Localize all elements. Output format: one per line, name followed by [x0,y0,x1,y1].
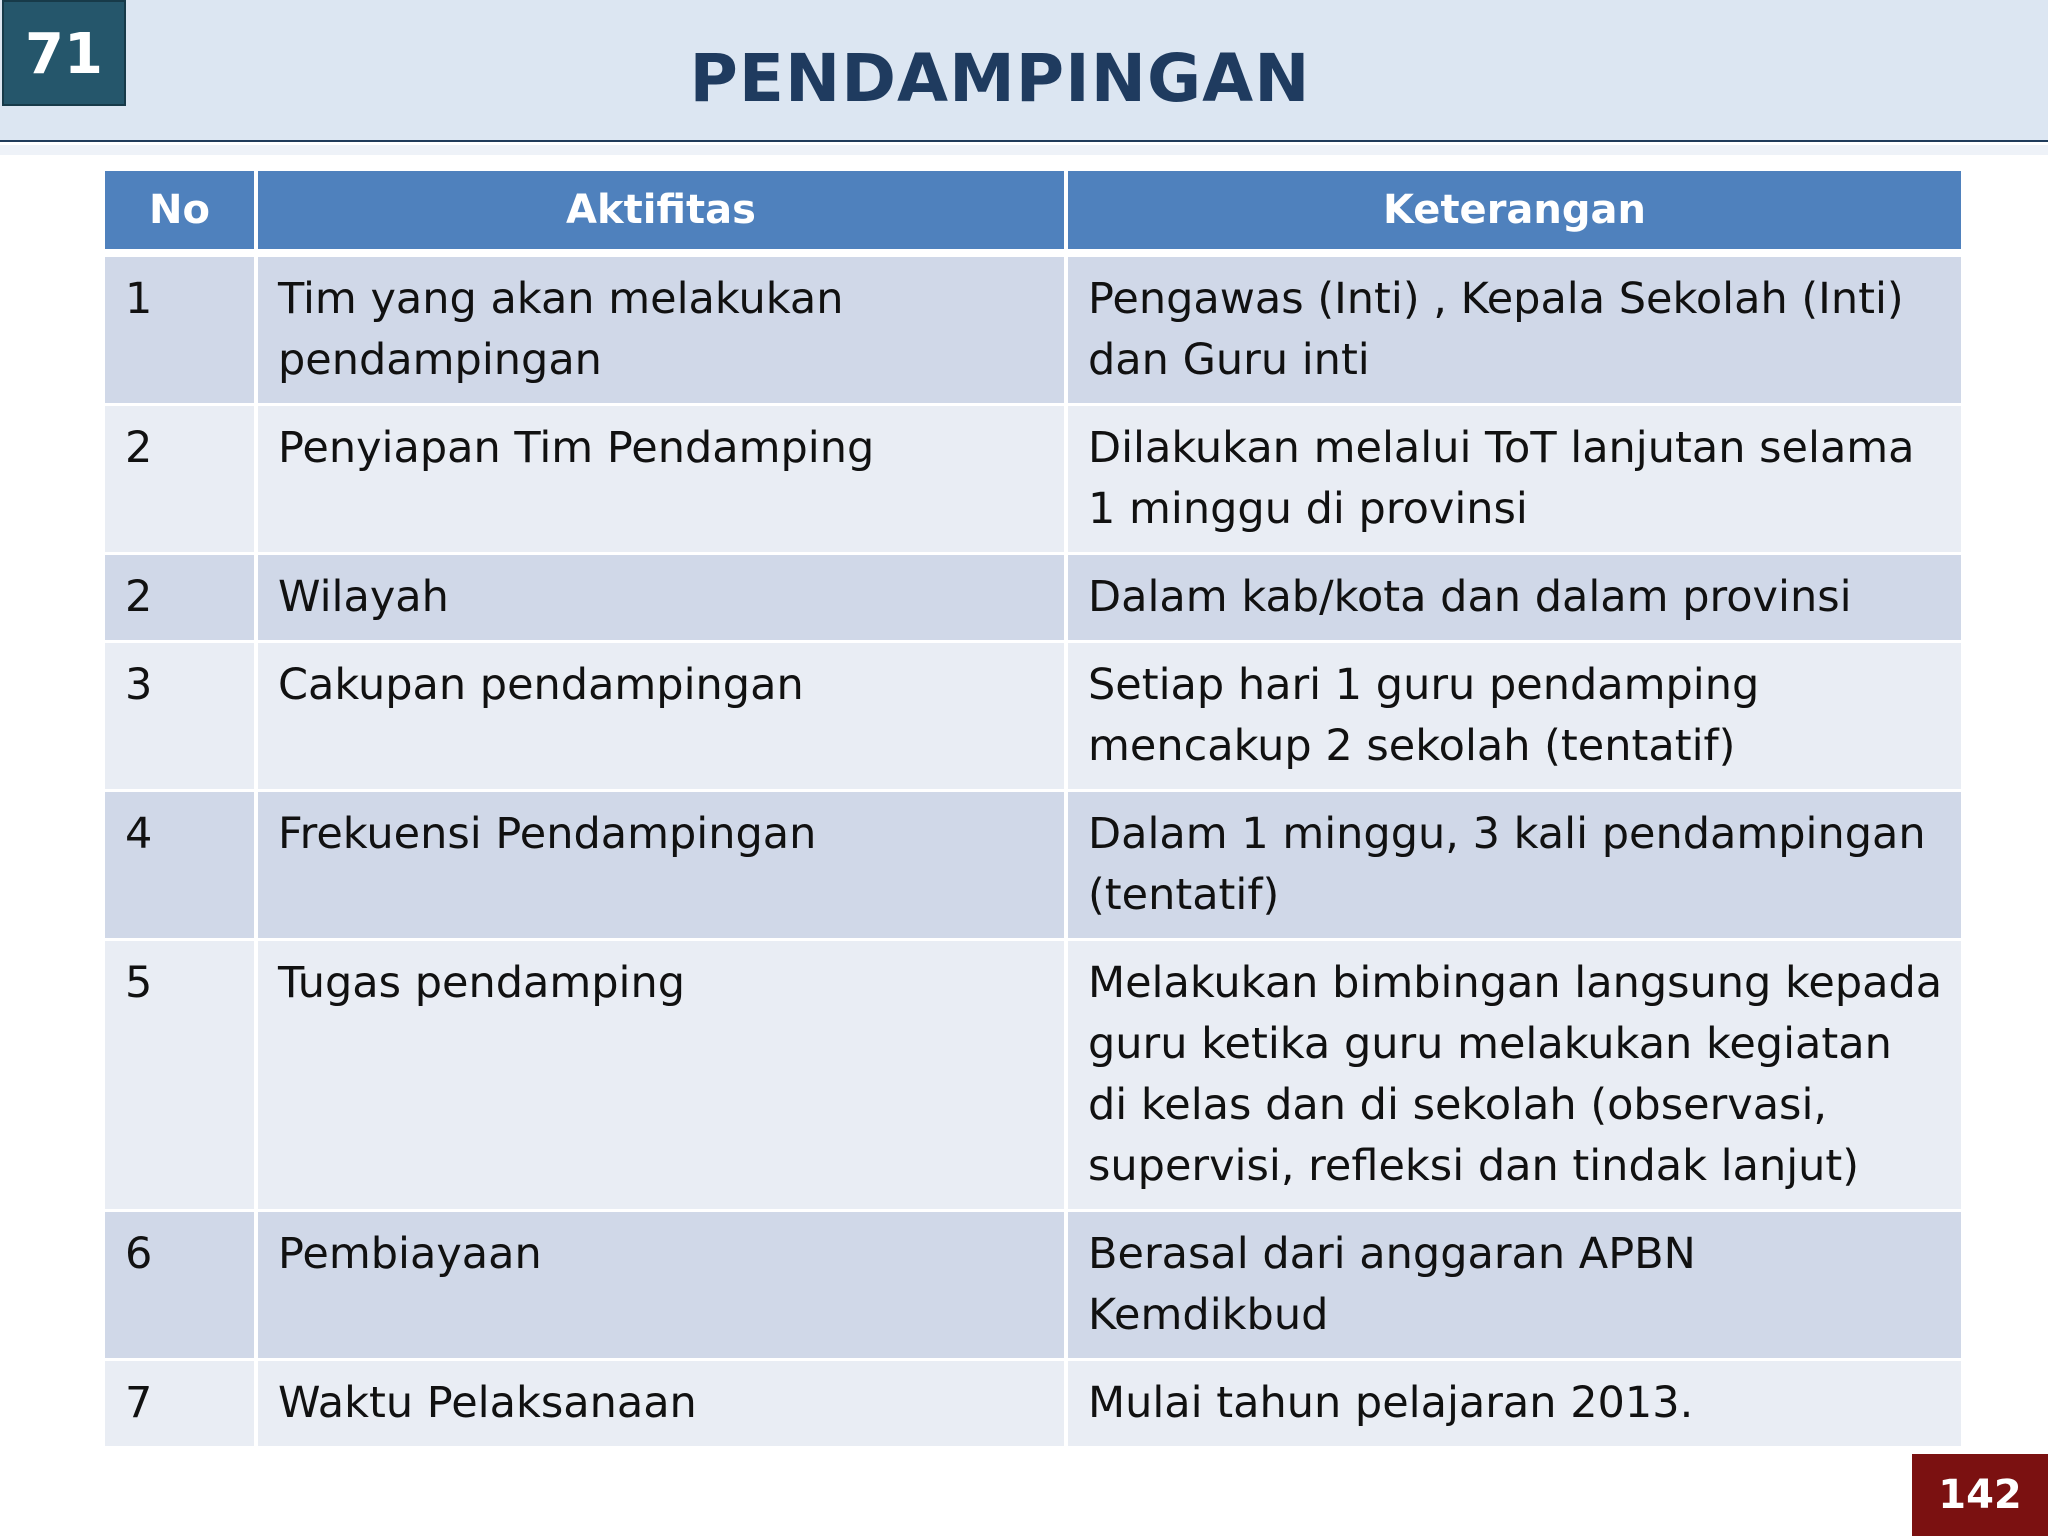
column-header-aktifitas: Aktifitas [256,171,1066,253]
cell-aktifitas: Tugas pendamping [256,940,1066,1211]
cell-aktifitas: Wilayah [256,554,1066,642]
table-row [105,1360,1961,1448]
activities-table [105,171,1961,1449]
cell-keterangan: Dalam 1 minggu, 3 kali pendampingan (tentatif) [1066,791,1961,940]
cell-keterangan: Mulai tahun pelajaran 2013. [1066,1360,1961,1448]
cell-keterangan: Pengawas (Inti) , Kepala Sekolah (Inti) dan Guru inti [1066,253,1961,405]
table-row [105,791,1961,940]
slide-number-badge: 71 [2,0,126,106]
header-divider [0,140,2048,142]
cell-keterangan: Berasal dari anggaran APBN Kemdikbud [1066,1211,1961,1360]
table-header-row [105,171,1961,253]
cell-no: 6 [105,1211,256,1360]
cell-keterangan: Melakukan bimbingan langsung kepada guru ketika guru melakukan kegiatan di kelas dan di sekolah (observasi, supervisi, refleksi dan tindak lanjut) [1066,940,1961,1211]
header-divider-light [0,145,2048,155]
table-row [105,940,1961,1211]
cell-no: 1 [105,253,256,405]
table-row [105,554,1961,642]
cell-no: 2 [105,405,256,554]
cell-aktifitas: Penyiapan Tim Pendamping [256,405,1066,554]
page-number-badge: 142 [1912,1454,2048,1536]
cell-no: 3 [105,642,256,791]
page-title-text: PENDAMPINGAN [689,40,1311,117]
column-header-keterangan: Keterangan [1066,171,1961,253]
table-row [105,642,1961,791]
cell-keterangan: Dilakukan melalui ToT lanjutan selama 1 minggu di provinsi [1066,405,1961,554]
cell-aktifitas: Pembiayaan [256,1211,1066,1360]
cell-no: 7 [105,1360,256,1448]
cell-aktifitas: Frekuensi Pendampingan [256,791,1066,940]
cell-aktifitas: Waktu Pelaksanaan [256,1360,1066,1448]
cell-aktifitas: Cakupan pendampingan [256,642,1066,791]
cell-keterangan: Setiap hari 1 guru pendamping mencakup 2 sekolah (tentatif) [1066,642,1961,791]
page-title [0,40,2000,117]
table-row [105,1211,1961,1360]
cell-aktifitas: Tim yang akan melakukan pendampingan [256,253,1066,405]
column-header-no: No [105,171,256,253]
cell-keterangan: Dalam kab/kota dan dalam provinsi [1066,554,1961,642]
table-row [105,405,1961,554]
cell-no: 5 [105,940,256,1211]
cell-no: 2 [105,554,256,642]
table-row [105,253,1961,405]
cell-no: 4 [105,791,256,940]
